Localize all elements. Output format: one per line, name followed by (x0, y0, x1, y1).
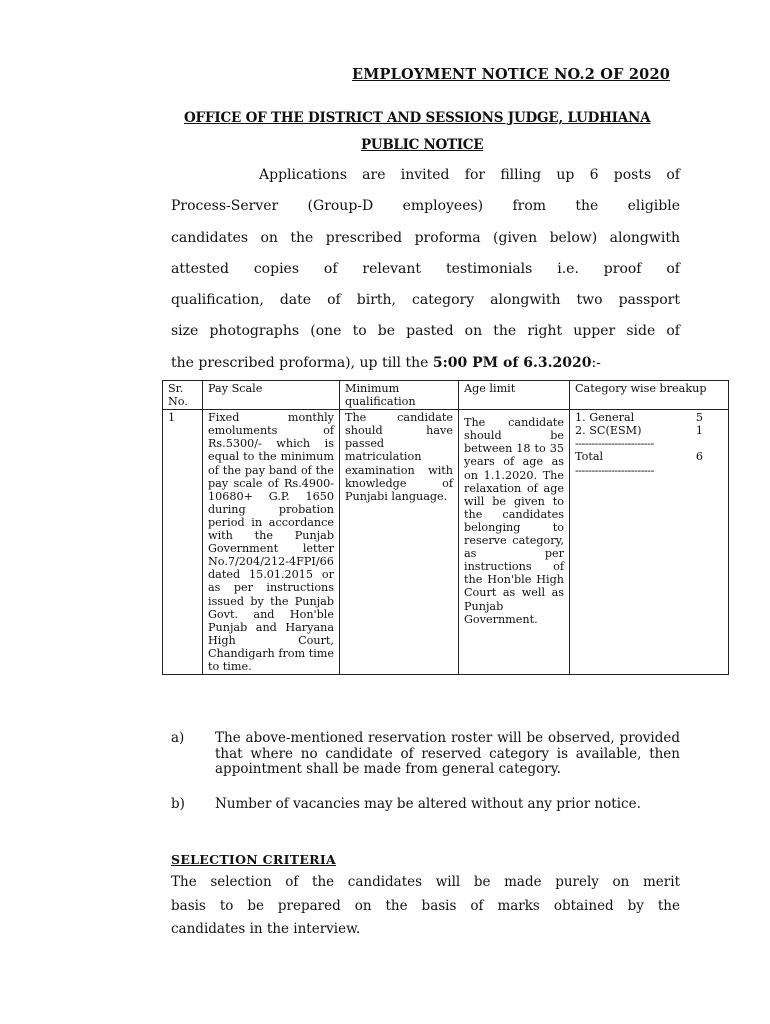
intro-line: attested copies of relevant testimonials i.e. proof of (171, 260, 680, 277)
category-name: 2. SC(ESM) (575, 424, 642, 438)
total-label: Total (575, 450, 604, 464)
header-pay-scale: Pay Scale (203, 381, 340, 410)
selection-criteria-text (171, 871, 680, 942)
deadline-text: 5:00 PM of 6.3.2020 (432, 354, 592, 371)
intro-last-line (171, 348, 680, 379)
notice-title: EMPLOYMENT NOTICE NO.2 OF 2020 (352, 66, 671, 83)
selection-line: candidates in the interview. (171, 921, 361, 937)
category-sc-esm-row (575, 424, 723, 437)
category-name: 1. General (575, 411, 635, 425)
cell-category-breakup (570, 410, 729, 675)
category-separator: ------------------------ (575, 437, 654, 451)
table-row (163, 410, 729, 675)
intro-line: size photographs (one to be pasted on the right upper side of (171, 323, 680, 340)
total-count: 6 (695, 450, 703, 464)
cell-min-qualification: The candidate should have passed matriculation examination with knowledge of Punjabi language. (340, 410, 459, 675)
intro-last-suffix: :- (591, 354, 601, 371)
intro-line: Applications are invited for filling up 6 posts of (259, 167, 680, 183)
selection-line: The selection of the candidates will be made purely on merit (171, 874, 680, 890)
public-notice-heading: PUBLIC NOTICE (361, 137, 484, 153)
header-category-breakup: Category wise breakup (570, 381, 729, 410)
category-count: 1 (695, 424, 703, 438)
intro-line: candidates on the prescribed proforma (given below) alongwith (171, 229, 680, 246)
cell-sr-no: 1 (163, 410, 203, 675)
category-separator: ------------------------ (575, 463, 654, 477)
note-a-marker: a) (171, 730, 185, 746)
note-a-text: The above-mentioned reservation roster will be observed, provided that where no candidate of reserved category is available, then appointment shall be made from general category. (215, 730, 680, 777)
note-b-marker: b) (171, 796, 185, 812)
intro-paragraph (171, 160, 680, 379)
vacancy-table (162, 380, 729, 675)
header-min-qualification: Minimum qualification (340, 381, 459, 410)
selection-criteria-heading: SELECTION CRITERIA (171, 852, 336, 867)
intro-line: qualification, date of birth, category alongwith two passport (171, 292, 680, 309)
selection-line: basis to be prepared on the basis of marks obtained by the (171, 897, 680, 914)
intro-last-prefix: the prescribed proforma), up till the (171, 354, 433, 371)
header-sr-no: Sr. No. (163, 381, 203, 410)
category-count: 5 (695, 411, 703, 425)
office-heading: OFFICE OF THE DISTRICT AND SESSIONS JUDGE, LUDHIANA (184, 110, 651, 126)
note-b (171, 797, 680, 813)
category-total-row (575, 450, 723, 463)
intro-line: Process-Server (Group-D employees) from the eligible (171, 198, 680, 215)
cell-age-limit: The candidate should be between 18 to 35 years of age as on 1.1.2020. The relaxation of age will be given to the candidates belonging to reserve category, as per instructions of the Hon'ble High Court as well as Punjab Government. (459, 410, 570, 675)
table-header-row (163, 381, 729, 410)
cell-pay-scale: Fixed monthly emoluments of Rs.5300/- which is equal to the minimum of the pay band of the pay scale of Rs.4900-10680+ G.P. 1650 during probation period in accordance with the Punjab Government letter No.7/204/212-4FPI/66 dated 15.01.2015 or as per instructions issued by the Punjab Govt. and Hon'ble Punjab and Haryana High Court, Chandigarh from time to time. (203, 410, 340, 675)
category-general-row (575, 411, 723, 424)
header-age-limit: Age limit (459, 381, 570, 410)
note-b-text: Number of vacancies may be altered without any prior notice. (215, 796, 641, 812)
